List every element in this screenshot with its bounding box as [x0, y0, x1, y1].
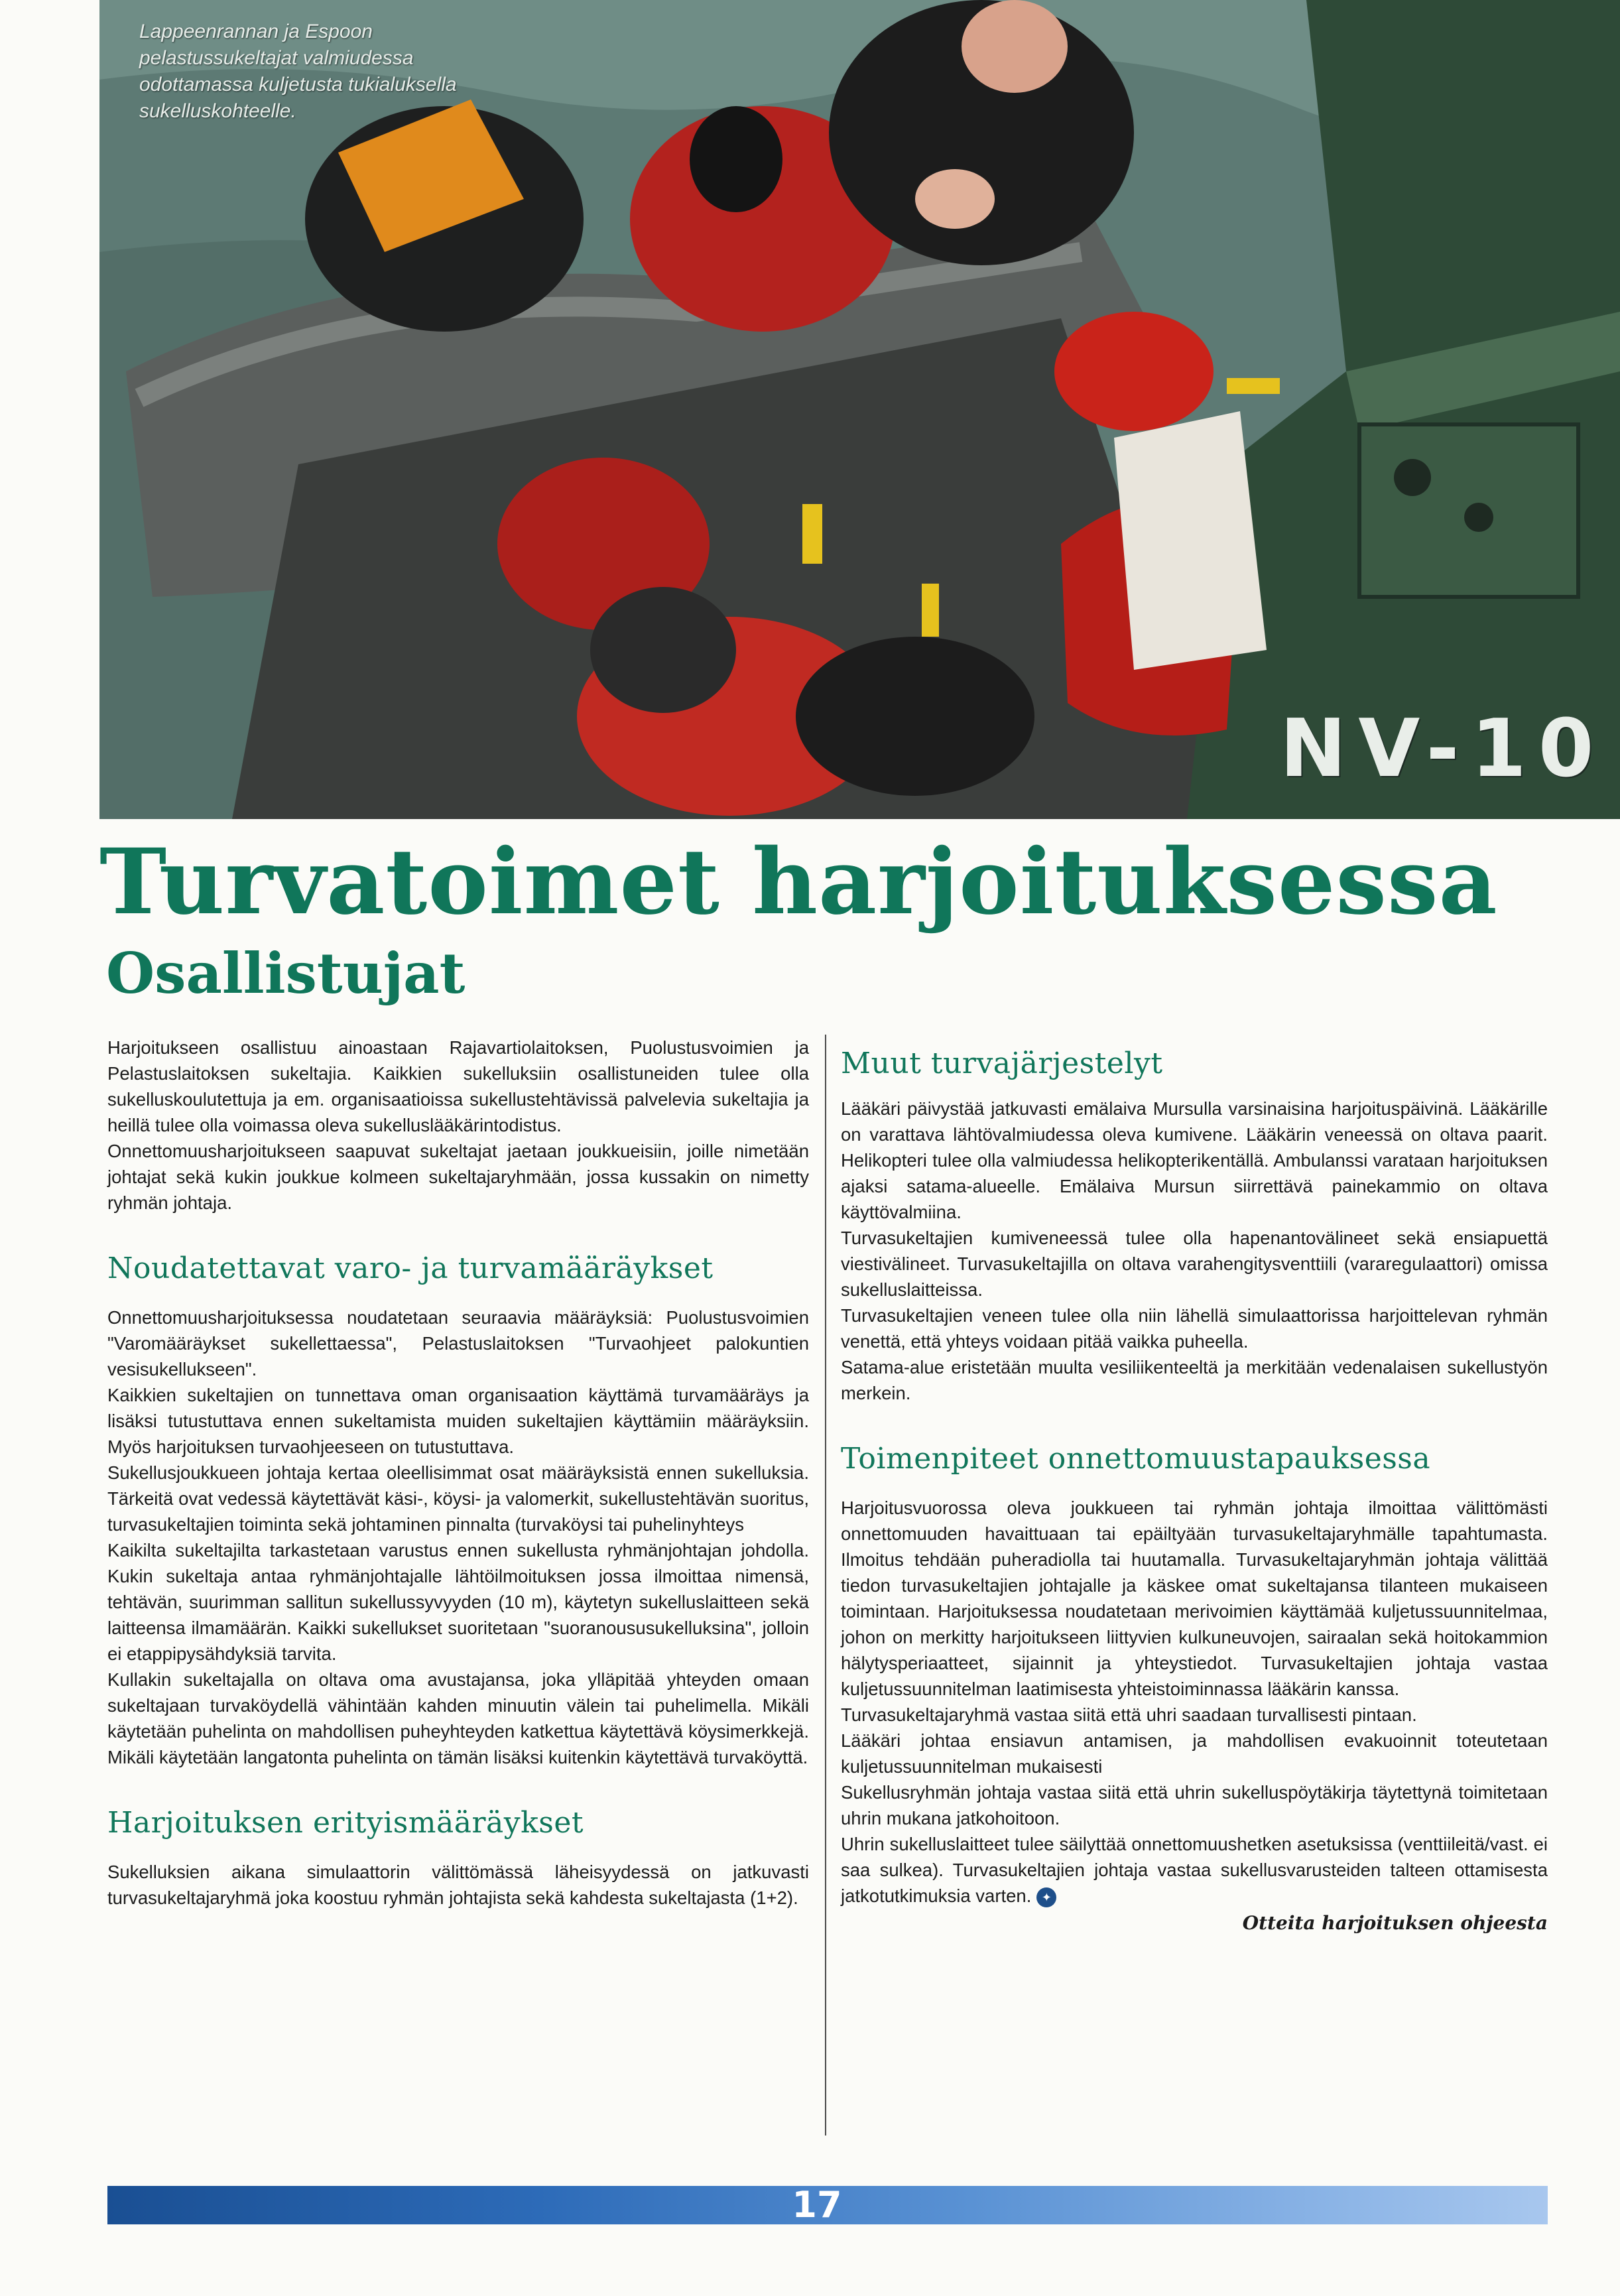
section-heading-accident-procedures: Toimenpiteet onnettomuustapauksessa	[841, 1442, 1431, 1476]
paragraph: Harjoitukseen osallistuu ainoastaan Rajavartiolaitoksen, Puolustusvoimien ja Pelastuslaitoksen sukeltajia. Kaikkien sukelluksiin osallistuneiden tulee olla sukelluskoulutettuja ja em. organisaatioissa sukellustehtävissä palvelevia sukeltajia ja heillä tulee olla voimassa oleva sukelluslääkärintodistus.	[107, 1037, 809, 1135]
paragraph: Harjoitusvuorossa oleva joukkueen tai ryhmän johtaja ilmoittaa välittömästi onnettomuuden havaittuaan tai epäiltyään turvasukeltajaryhmälle tapahtumasta. Ilmoitus tehdään puheradiolla tai huutamalla. Turvasukeltajaryhmän johtaja välittää tiedon turvasukeltajien johtajalle ja käskee omat sukeltajansa tilanteen mukaiseen toimintaan. Harjoituksessa noudatetaan merivoimien käyttämää kuljetussuunnitelmaa, johon on merkitty harjoitukseen liittyvien kulkuneuvojen, sairaalan sekä hoitokammion hälytysperiaatteet, sijainnit ja yhteystiedot. Turvasukeltajien johtaja vastaa kuljetussuunnitelman laatimisesta yhteistoiminnassa lääkärin kanssa.	[841, 1498, 1548, 1699]
column-divider	[825, 1035, 826, 2136]
section-heading-other-arrangements: Muut turvajärjestelyt	[841, 1047, 1163, 1080]
cover-photo	[99, 0, 1620, 819]
paragraph: Onnettomuusharjoitukseen saapuvat sukeltajat jaetaan joukkueisiin, joille nimetään johtajat sekä kukin joukkue kolmeen sukeltajaryhmään, jossa kussakin on nimetty ryhmän johtaja.	[107, 1141, 809, 1213]
right-column	[841, 1035, 1548, 1937]
paragraph: Lääkäri päivystää jatkuvasti emälaiva Mursulla varsinaisina harjoituspäivinä. Lääkärille on varattava lähtövalmiudessa oleva kumivene. Lääkärin veneessä on oltava paarit. Helikopteri tulee olla valmiudessa helikopterikentällä. Ambulanssi varataan harjoituksen ajaksi satama-alueelle. Emälaiva Mursun siirrettävä painekammio on oltava käyttövalmiina.	[841, 1098, 1548, 1222]
paragraph: Satama-alue eristetään muulta vesiliikenteeltä ja merkitään vedenalaisen sukellustyön merkein.	[841, 1357, 1548, 1403]
section-heading-safety-rules: Noudatettavat varo- ja turvamääräykset	[107, 1251, 714, 1285]
end-of-article-icon: ✦	[1036, 1887, 1056, 1907]
paragraph: Lääkäri johtaa ensiavun antamisen, ja mahdollisen evakuoinnit toteutetaan kuljetussuunnitelman mukaisesti	[841, 1730, 1548, 1777]
paragraph: Kaikilta sukeltajilta tarkastetaan varustus ennen sukellusta ryhmänjohtajan johdolla. Kukin sukeltaja antaa ryhmänjohtajalle lähtöilmoituksen jossa ilmoittaa nimensä, tehtävän, suurimman sallitun sukellussyvyyden (10 m), käytetyn sukelluslaitteen sekä laitteensa ilmamäärän. Kaikki sukellukset suoritetaan "suoranoususukelluksina", jolloin ei etappipysähdyksiä tarvita.	[107, 1540, 809, 1664]
hull-marking: NV-10	[1280, 703, 1606, 795]
photo-caption: Lappeenrannan ja Espoon pelastussukeltajat valmiudessa odottamassa kuljetusta tukialuksella sukelluskohteelle.	[139, 21, 457, 122]
page-number: 17	[792, 2184, 842, 2226]
paragraph: Sukelluksien aikana simulaattorin välittömässä läheisyydessä on jatkuvasti turvasukeltajaryhmä joka koostuu ryhmän johtajista sekä kahdesta sukeltajasta (1+2).	[107, 1862, 809, 1908]
paragraph: Sukellusryhmän johtaja vastaa siitä että uhrin sukelluspöytäkirja täytettynä toimitetaan uhrin mukana jatkohoitoon.	[841, 1782, 1548, 1828]
paragraph: Kaikkien sukeltajien on tunnettava oman organisaation käyttämä turvamääräys ja lisäksi tutustuttava ennen sukeltamista muiden sukeltajien käyttämiin määräyksiin. Myös harjoituksen turvaohjeeseen on tutustuttava.	[107, 1385, 809, 1457]
paragraph: Kullakin sukeltajalla on oltava oma avustajansa, joka ylläpitää yhteyden omaan sukeltajaan turvaköydellä vähintään kahden minuutin välein tai puhelimella. Mikäli käytetään puhelinta on mahdollisen puheyhteyden katkettua käytettävä köysimerkkejä. Mikäli käytetään langatonta puhelinta on tämän lisäksi kuitenkin käytettävä turvaköyttä.	[107, 1669, 809, 1767]
paragraph-text: Uhrin sukelluslaitteet tulee säilyttää onnettomuushetken asetuksissa (venttiileitä/vast. ei saa sulkea). Turvasukeltajien johtaja vastaa sukellusvarusteiden talteen ottamisesta jatkotutkimuksia varten.	[841, 1834, 1548, 1906]
paragraph	[841, 1831, 1548, 1909]
article-subtitle: Osallistujat	[106, 940, 466, 1006]
section-heading-special-rules: Harjoituksen erityismääräykset	[107, 1806, 584, 1840]
article-title: Turvatoimet harjoituksessa	[99, 829, 1498, 935]
paragraph: Turvasukeltajaryhmä vastaa siitä että uhri saadaan turvallisesti pintaan.	[841, 1704, 1417, 1725]
paragraph: Onnettomuusharjoituksessa noudatetaan seuraavia määräyksiä: Puolustusvoimien "Varomääräykset sukellettaessa", Pelastuslaitoksen "Turvaohjeet palokuntien vesisukellukseen".	[107, 1307, 809, 1379]
paragraph: Sukellusjoukkueen johtaja kertaa oleellisimmat osat määräyksistä ennen sukelluksia. Tärkeitä ovat vedessä käytettävät käsi-, köysi- ja valomerkit, sukellustehtävän suoritus, turvasukeltajien toiminta sekä johtaminen pinnalta (turvaköysi tai puhelinyhteys	[107, 1462, 809, 1535]
paragraph: Turvasukeltajien kumiveneessä tulee olla hapenantovälineet sekä ensiapuettä viestivälineet. Turvasukeltajilla on oltava varahengitysventtiili (vararegulaattori) omissa sukelluslaitteissa.	[841, 1228, 1548, 1300]
paragraph: Turvasukeltajien veneen tulee olla niin lähellä simulaattorissa harjoittelevan ryhmän venettä, että yhteys voidaan pitää vaikka puheella.	[841, 1305, 1548, 1352]
left-column	[107, 1035, 809, 1911]
source-credit: Otteita harjoituksen ohjeesta	[1242, 1912, 1548, 1934]
